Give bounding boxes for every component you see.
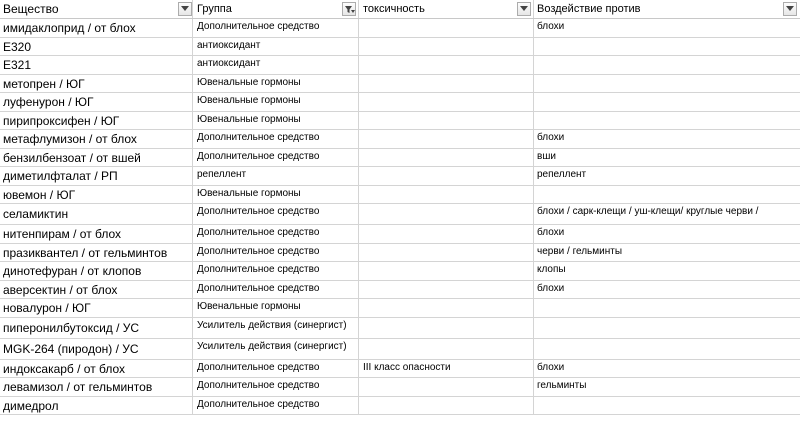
table-row[interactable] bbox=[0, 38, 800, 57]
cell-text: Ювенальные гормоны bbox=[197, 301, 301, 312]
cell-against[interactable] bbox=[534, 397, 800, 415]
cell-substance[interactable] bbox=[0, 38, 193, 56]
cell-toxicity[interactable] bbox=[359, 56, 534, 74]
cell-substance[interactable] bbox=[0, 186, 193, 204]
cell-text: блохи bbox=[537, 227, 565, 238]
column-header-label: Воздействие против bbox=[537, 3, 641, 15]
cell-substance[interactable] bbox=[0, 130, 193, 148]
table-row[interactable] bbox=[0, 378, 800, 397]
cell-substance[interactable] bbox=[0, 378, 193, 396]
cell-toxicity[interactable] bbox=[359, 19, 534, 37]
table-row[interactable] bbox=[0, 281, 800, 300]
dropdown-arrow-icon[interactable] bbox=[783, 2, 797, 16]
cell-text bbox=[537, 397, 800, 399]
cell-text: Дополнительное средство bbox=[197, 264, 320, 275]
cell-text: аверсектин / от блох bbox=[3, 282, 118, 297]
cell-toxicity[interactable] bbox=[359, 75, 534, 93]
cell-substance[interactable] bbox=[0, 281, 193, 299]
cell-text: пирипроксифен / ЮГ bbox=[3, 113, 120, 128]
cell-text: Дополнительное средство bbox=[197, 282, 320, 294]
cell-toxicity[interactable] bbox=[359, 225, 534, 243]
cell-text: метопрен / ЮГ bbox=[3, 76, 85, 91]
cell-group[interactable] bbox=[193, 360, 359, 378]
cell-toxicity[interactable] bbox=[359, 112, 534, 130]
cell-text bbox=[363, 93, 533, 95]
cell-substance[interactable] bbox=[0, 339, 193, 359]
table-row[interactable] bbox=[0, 186, 800, 205]
cell-text bbox=[363, 38, 533, 40]
cell-text bbox=[363, 112, 533, 114]
cell-against[interactable] bbox=[534, 318, 800, 338]
column-header-substance[interactable] bbox=[0, 0, 193, 18]
cell-text: имидаклоприд / от блох bbox=[3, 21, 136, 35]
cell-text: E321 bbox=[3, 58, 32, 72]
cell-toxicity[interactable] bbox=[359, 186, 534, 204]
cell-toxicity[interactable] bbox=[359, 360, 534, 378]
cell-text: антиоксидант bbox=[197, 39, 261, 51]
cell-group[interactable] bbox=[193, 204, 359, 224]
cell-text bbox=[537, 186, 800, 188]
cell-toxicity[interactable] bbox=[359, 149, 534, 167]
cell-against[interactable] bbox=[534, 149, 800, 167]
cell-text: блохи bbox=[537, 132, 565, 143]
cell-group[interactable] bbox=[193, 130, 359, 148]
cell-text: динотефуран / от клопов bbox=[3, 264, 142, 278]
cell-text bbox=[537, 56, 800, 58]
cell-text: Дополнительное средство bbox=[197, 206, 320, 217]
cell-text: репеллент bbox=[537, 169, 587, 180]
cell-group[interactable] bbox=[193, 38, 359, 56]
cell-text bbox=[363, 186, 533, 188]
table-row[interactable] bbox=[0, 204, 800, 225]
cell-group[interactable] bbox=[193, 149, 359, 167]
table-row[interactable] bbox=[0, 397, 800, 416]
cell-text: MGK-264 (пиродон) / УС bbox=[3, 341, 139, 356]
cell-text bbox=[537, 112, 800, 114]
cell-text: вши bbox=[537, 150, 556, 162]
table-row[interactable] bbox=[0, 225, 800, 244]
table-row[interactable] bbox=[0, 56, 800, 75]
cell-text bbox=[363, 281, 533, 283]
table-row[interactable] bbox=[0, 130, 800, 149]
cell-substance[interactable] bbox=[0, 299, 193, 317]
cell-text bbox=[363, 75, 533, 77]
column-header-label: Группа bbox=[197, 3, 232, 15]
cell-text bbox=[363, 244, 533, 246]
cell-text: E320 bbox=[3, 39, 32, 54]
table-row[interactable] bbox=[0, 112, 800, 131]
cell-against[interactable] bbox=[534, 38, 800, 56]
cell-text: Ювенальные гормоны bbox=[197, 76, 301, 88]
cell-text: нитенпирам / от блох bbox=[3, 227, 122, 241]
cell-text bbox=[363, 299, 533, 301]
cell-toxicity[interactable] bbox=[359, 204, 534, 224]
cell-group[interactable] bbox=[193, 281, 359, 299]
cell-text bbox=[537, 75, 800, 77]
cell-substance[interactable] bbox=[0, 167, 193, 185]
cell-text: Ювенальные гормоны bbox=[197, 187, 301, 199]
cell-group[interactable] bbox=[193, 378, 359, 396]
cell-text bbox=[537, 38, 800, 40]
cell-toxicity[interactable] bbox=[359, 167, 534, 185]
cell-text bbox=[537, 339, 800, 341]
table-row[interactable] bbox=[0, 75, 800, 94]
cell-toxicity[interactable] bbox=[359, 130, 534, 148]
cell-substance[interactable] bbox=[0, 149, 193, 167]
cell-against[interactable] bbox=[534, 112, 800, 130]
table-row[interactable] bbox=[0, 167, 800, 186]
cell-substance[interactable] bbox=[0, 397, 193, 415]
cell-text: черви / гельминты bbox=[537, 245, 623, 257]
cell-text: левамизол / от гельминтов bbox=[3, 380, 153, 394]
cell-text: димедрол bbox=[3, 398, 59, 413]
column-header-toxicity[interactable] bbox=[359, 0, 534, 18]
table-row[interactable] bbox=[0, 318, 800, 339]
table-row[interactable] bbox=[0, 93, 800, 112]
cell-text: блохи / сарк-клещи / уш-клещи/ круглые черви / bbox=[537, 206, 759, 217]
cell-text bbox=[363, 339, 533, 341]
cell-against[interactable] bbox=[534, 262, 800, 280]
cell-text: бензилбензоат / от вшей bbox=[3, 150, 141, 165]
cell-toxicity[interactable] bbox=[359, 281, 534, 299]
cell-toxicity[interactable] bbox=[359, 262, 534, 280]
cell-text: Дополнительное средство bbox=[197, 380, 320, 391]
column-header-label: токсичность bbox=[363, 3, 425, 15]
table-row[interactable] bbox=[0, 262, 800, 281]
cell-text bbox=[363, 19, 533, 21]
cell-text: празиквантел / от гельминтов bbox=[3, 245, 168, 260]
cell-text bbox=[363, 318, 533, 320]
cell-text bbox=[363, 130, 533, 132]
cell-text: Усилитель действия (синергист) bbox=[197, 319, 347, 331]
cell-toxicity[interactable] bbox=[359, 378, 534, 396]
cell-substance[interactable] bbox=[0, 204, 193, 224]
cell-toxicity[interactable] bbox=[359, 318, 534, 338]
cell-text: пиперонилбутоксид / УС bbox=[3, 320, 140, 335]
cell-text: луфенурон / ЮГ bbox=[3, 95, 94, 109]
cell-against[interactable] bbox=[534, 360, 800, 378]
cell-text: индоксакарб / от блох bbox=[3, 361, 126, 376]
cell-text: Ювенальные гормоны bbox=[197, 95, 301, 106]
cell-substance[interactable] bbox=[0, 56, 193, 74]
cell-group[interactable] bbox=[193, 112, 359, 130]
cell-group[interactable] bbox=[193, 186, 359, 204]
cell-text: Ювенальные гормоны bbox=[197, 113, 301, 125]
cell-against[interactable] bbox=[534, 378, 800, 396]
column-header-label: Вещество bbox=[3, 2, 59, 16]
cell-against[interactable] bbox=[534, 339, 800, 359]
cell-substance[interactable] bbox=[0, 262, 193, 280]
cell-text bbox=[537, 299, 800, 301]
cell-text bbox=[363, 262, 533, 264]
cell-text: ювемон / ЮГ bbox=[3, 187, 76, 202]
cell-group[interactable] bbox=[193, 262, 359, 280]
table-row[interactable] bbox=[0, 299, 800, 318]
cell-text bbox=[363, 204, 533, 206]
cell-against[interactable] bbox=[534, 56, 800, 74]
cell-text: диметилфталат / РП bbox=[3, 169, 118, 183]
cell-against[interactable] bbox=[534, 204, 800, 224]
cell-text bbox=[363, 167, 533, 169]
cell-text: Дополнительное средство bbox=[197, 21, 320, 32]
cell-text: новалурон / ЮГ bbox=[3, 301, 91, 315]
cell-against[interactable] bbox=[534, 299, 800, 317]
cell-text bbox=[537, 93, 800, 95]
cell-text: клопы bbox=[537, 264, 566, 275]
cell-text: Усилитель действия (синергист) bbox=[197, 340, 347, 352]
cell-group[interactable] bbox=[193, 318, 359, 338]
cell-substance[interactable] bbox=[0, 225, 193, 243]
cell-toxicity[interactable] bbox=[359, 93, 534, 111]
cell-group[interactable] bbox=[193, 75, 359, 93]
cell-group[interactable] bbox=[193, 93, 359, 111]
column-header-against[interactable] bbox=[534, 0, 800, 18]
cell-text: репеллент bbox=[197, 169, 247, 180]
cell-text: Дополнительное средство bbox=[197, 361, 320, 373]
cell-toxicity[interactable] bbox=[359, 244, 534, 262]
column-header-group[interactable] bbox=[193, 0, 359, 18]
cell-toxicity[interactable] bbox=[359, 299, 534, 317]
cell-substance[interactable] bbox=[0, 318, 193, 338]
cell-group[interactable] bbox=[193, 244, 359, 262]
cell-text: блохи bbox=[537, 282, 565, 294]
cell-against[interactable] bbox=[534, 93, 800, 111]
cell-substance[interactable] bbox=[0, 360, 193, 378]
cell-toxicity[interactable] bbox=[359, 339, 534, 359]
cell-against[interactable] bbox=[534, 281, 800, 299]
cell-text bbox=[363, 149, 533, 151]
cell-text: Дополнительное средство bbox=[197, 150, 320, 162]
cell-text bbox=[363, 397, 533, 399]
dropdown-arrow-icon[interactable] bbox=[517, 2, 531, 16]
cell-group[interactable] bbox=[193, 19, 359, 37]
cell-text bbox=[363, 56, 533, 58]
cell-text: метафлумизон / от блох bbox=[3, 132, 137, 146]
cell-group[interactable] bbox=[193, 299, 359, 317]
cell-substance[interactable] bbox=[0, 75, 193, 93]
cell-toxicity[interactable] bbox=[359, 397, 534, 415]
cell-text: Дополнительное средство bbox=[197, 227, 320, 238]
cell-text: гельминты bbox=[537, 380, 587, 391]
cell-text bbox=[537, 318, 800, 320]
cell-text bbox=[363, 225, 533, 227]
cell-group[interactable] bbox=[193, 56, 359, 74]
cell-against[interactable] bbox=[534, 130, 800, 148]
cell-against[interactable] bbox=[534, 75, 800, 93]
cell-text: Дополнительное средство bbox=[197, 398, 320, 410]
cell-text: антиоксидант bbox=[197, 58, 261, 69]
cell-text: блохи bbox=[537, 361, 565, 373]
cell-against[interactable] bbox=[534, 186, 800, 204]
table-row[interactable] bbox=[0, 19, 800, 38]
table-row[interactable] bbox=[0, 360, 800, 379]
cell-against[interactable] bbox=[534, 244, 800, 262]
header-row bbox=[0, 0, 800, 19]
cell-group[interactable] bbox=[193, 397, 359, 415]
cell-against[interactable] bbox=[534, 19, 800, 37]
table-row[interactable] bbox=[0, 339, 800, 360]
cell-text bbox=[363, 378, 533, 380]
cell-against[interactable] bbox=[534, 225, 800, 243]
cell-substance[interactable] bbox=[0, 93, 193, 111]
cell-substance[interactable] bbox=[0, 244, 193, 262]
cell-group[interactable] bbox=[193, 339, 359, 359]
cell-text: селамиктин bbox=[3, 207, 69, 221]
table-row[interactable] bbox=[0, 244, 800, 263]
cell-group[interactable] bbox=[193, 167, 359, 185]
table-row[interactable] bbox=[0, 149, 800, 168]
cell-text: Дополнительное средство bbox=[197, 132, 320, 143]
cell-toxicity[interactable] bbox=[359, 38, 534, 56]
filter-icon[interactable] bbox=[342, 2, 356, 16]
cell-text: Дополнительное средство bbox=[197, 245, 320, 257]
cell-text: III класс опасности bbox=[363, 361, 451, 373]
cell-against[interactable] bbox=[534, 167, 800, 185]
cell-text: блохи bbox=[537, 21, 565, 32]
cell-substance[interactable] bbox=[0, 19, 193, 37]
dropdown-arrow-icon[interactable] bbox=[178, 2, 192, 16]
cell-substance[interactable] bbox=[0, 112, 193, 130]
cell-group[interactable] bbox=[193, 225, 359, 243]
